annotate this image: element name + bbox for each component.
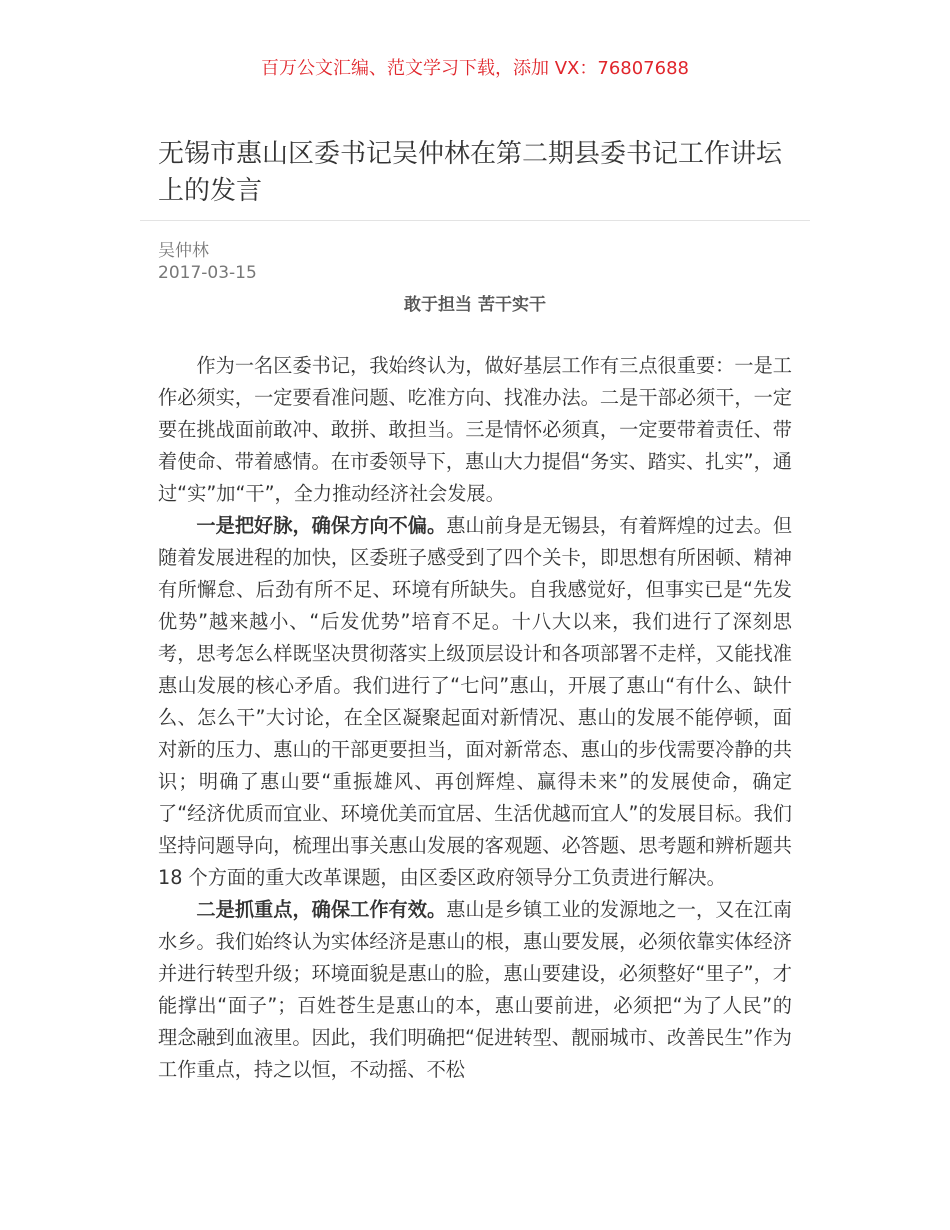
article-author: 吴仲林 [158,241,209,261]
paragraph-lead: 二是抓重点，确保工作有效。 [196,898,447,921]
paragraph-point-two [158,894,792,1086]
paragraph-text: 惠山是乡镇工业的发源地之一，又在江南水乡。我们始终认为实体经济是惠山的根，惠山要发展，必须依靠实体经济并进行转型升级；环境面貌是惠山的脸，惠山要建设，必须整好“里子”，才能撑出“面子”；百姓苍生是惠山的本，惠山要前进，必须把“为了人民”的理念融到血液里。因此，我们明确把“促进转型、靓丽城市、改善民生”作为工作重点，持之以恒，不动摇、不松 [158,898,793,1081]
paragraph-text: 作为一名区委书记，我始终认为，做好基层工作有三点很重要：一是工作必须实，一定要看准问题、吃准方向、找准办法。二是干部必须干，一定要在挑战面前敢冲、敢拼、敢担当。三是情怀必须真，一定要带着责任、带着使命、带着感情。在市委领导下，惠山大力提倡“务实、踏实、扎实”，通过“实”加“干”，全力推动经济社会发展。 [158,354,792,505]
article-date: 2017-03-15 [158,263,257,283]
article-title: 无锡市惠山区委书记吴仲林在第二期县委书记工作讲坛上的发言 [158,139,783,206]
paragraph-intro [158,350,792,510]
paragraph-point-one [158,510,792,894]
download-banner: 百万公文汇编、范文学习下载，添加 VX：76807688 [261,58,689,79]
paragraph-text: 惠山前身是无锡县，有着辉煌的过去。但随着发展进程的加快，区委班子感受到了四个关卡，即思想有所困顿、精神有所懈怠、后劲有所不足、环境有所缺失。自我感觉好，但事实已是“先发优势”越来越小、“后发优势”培育不足。十八大以来，我们进行了深刻思考，思考怎么样既坚决贯彻落实上级顶层设计和各项部署不走样，又能找准惠山发展的核心矛盾。我们进行了“七问”惠山，开展了惠山“有什么、缺什么、怎么干”大讨论，在全区凝聚起面对新情况、惠山的发展不能停顿，面对新的压力、惠山的干部更要担当，面对新常态、惠山的步伐需要冷静的共识；明确了惠山要“重振雄风、再创辉煌、赢得未来”的发展使命，确定了“经济优质而宜业、环境优美而宜居、生活优越而宜人”的发展目标。我们坚持问题导向，梳理出事关惠山发展的客观题、必答题、思考题和辨析题共 18 个方面的重大改革课题，由区委区政府领导分工负责进行解决。 [158,514,793,889]
title-divider [140,220,810,221]
paragraph-lead: 一是把好脉，确保方向不偏。 [196,514,447,537]
article-body [158,350,792,1086]
article-subtitle: 敢于担当 苦干实干 [404,295,546,315]
